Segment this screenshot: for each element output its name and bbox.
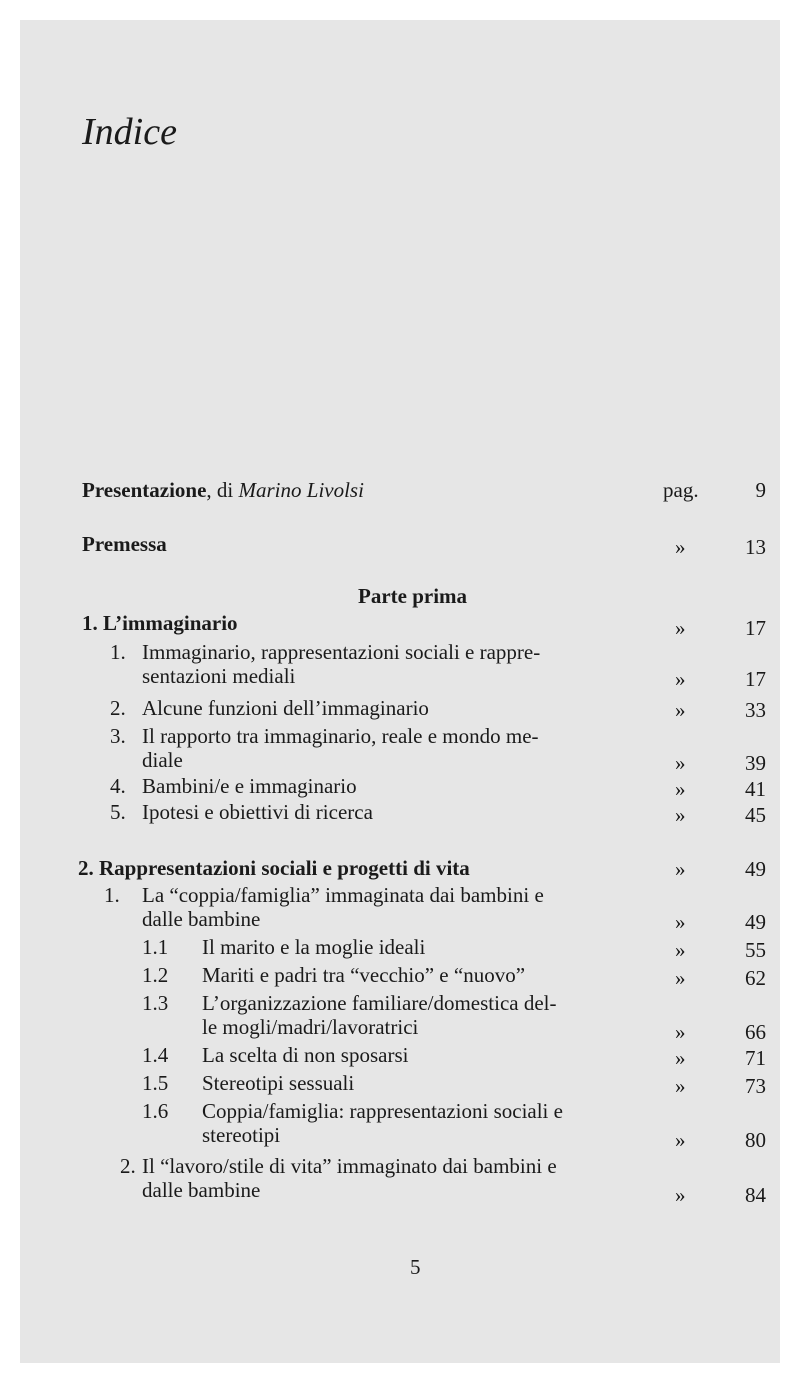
toc-page: 49 — [745, 910, 766, 934]
toc-page: 41 — [745, 777, 766, 801]
toc-item[interactable]: Bambini/e e immaginario — [142, 774, 357, 798]
toc-item-line2[interactable]: dalle bambine — [142, 907, 261, 931]
toc-subitem-number: 1.6 — [142, 1099, 169, 1123]
toc-subitem-number: 1.2 — [142, 963, 169, 987]
toc-subitem-line2[interactable]: stereotipi — [202, 1123, 281, 1147]
toc-item-number: 1. — [110, 640, 126, 664]
toc-author: Marino Livolsi — [238, 478, 364, 502]
toc-marker: » — [675, 1128, 686, 1152]
toc-entry-presentazione[interactable] — [82, 478, 364, 502]
toc-marker: » — [675, 667, 686, 691]
toc-page: 84 — [745, 1183, 766, 1207]
toc-subitem-line2[interactable]: le mogli/madri/lavoratrici — [202, 1015, 419, 1039]
toc-subitem-line1[interactable]: Coppia/famiglia: rappresentazioni sociali e — [202, 1099, 563, 1123]
toc-item-number: 2. — [120, 1154, 136, 1178]
toc-page: 73 — [745, 1074, 766, 1098]
page-number: 5 — [410, 1255, 421, 1279]
part-heading: Parte prima — [358, 584, 468, 608]
toc-item-line1[interactable]: Immaginario, rappresentazioni sociali e rappre- — [142, 640, 541, 664]
toc-item-number: 4. — [110, 774, 126, 798]
toc-item-number: 3. — [110, 724, 126, 748]
toc-page: 33 — [745, 698, 766, 722]
toc-item-line2[interactable]: dalle bambine — [142, 1178, 261, 1202]
toc-subitem-number: 1.5 — [142, 1071, 169, 1095]
toc-page: 49 — [745, 857, 766, 881]
page-title: Indice — [82, 111, 177, 153]
toc-page: 55 — [745, 938, 766, 962]
toc-page: 9 — [755, 478, 766, 502]
toc-marker: » — [675, 1074, 686, 1098]
toc-marker: » — [675, 938, 686, 962]
toc-marker: » — [675, 1183, 686, 1207]
toc-page: 66 — [745, 1020, 766, 1044]
toc-marker: » — [675, 857, 686, 881]
toc-marker: » — [675, 966, 686, 990]
toc-marker: » — [675, 1020, 686, 1044]
toc-item-number: 2. — [110, 696, 126, 720]
toc-sep: , di — [206, 478, 239, 502]
toc-item[interactable]: Ipotesi e obiettivi di ricerca — [142, 800, 373, 824]
toc-item-number: 1. — [104, 883, 120, 907]
toc-subitem[interactable]: Stereotipi sessuali — [202, 1071, 355, 1095]
toc-subitem-number: 1.1 — [142, 935, 169, 959]
toc-entry-premessa[interactable]: Premessa — [82, 532, 167, 556]
toc-subitem-number: 1.4 — [142, 1043, 169, 1067]
toc-item-line1[interactable]: Il “lavoro/stile di vita” immaginato dai bambini e — [142, 1154, 557, 1178]
toc-marker: » — [675, 777, 686, 801]
toc-subitem[interactable]: Mariti e padri tra “vecchio” e “nuovo” — [202, 963, 526, 987]
chapter-2-title[interactable]: 2. Rappresentazioni sociali e progetti di vita — [78, 856, 470, 880]
toc-page: 80 — [745, 1128, 766, 1152]
toc-item-line2[interactable]: sentazioni mediali — [142, 664, 296, 688]
toc-page: 62 — [745, 966, 766, 990]
toc-marker: » — [675, 910, 686, 934]
toc-item-line2[interactable]: diale — [142, 748, 183, 772]
toc-marker: » — [675, 803, 686, 827]
toc-page: 39 — [745, 751, 766, 775]
toc-page: 71 — [745, 1046, 766, 1070]
chapter-1-title[interactable]: 1. L’immaginario — [82, 611, 238, 635]
toc-item-number: 5. — [110, 800, 126, 824]
toc-label: Presentazione — [82, 478, 207, 502]
toc-marker: » — [675, 535, 686, 559]
toc-page: 17 — [745, 616, 766, 640]
toc-subitem[interactable]: La scelta di non sposarsi — [202, 1043, 409, 1067]
toc-page: 13 — [745, 535, 766, 559]
toc-marker: » — [675, 1046, 686, 1070]
toc-marker: » — [675, 616, 686, 640]
toc-page: 45 — [745, 803, 766, 827]
toc-item-line1[interactable]: La “coppia/famiglia” immaginata dai bambini e — [142, 883, 544, 907]
toc-marker: » — [675, 698, 686, 722]
toc-subitem[interactable]: Il marito e la moglie ideali — [202, 935, 426, 959]
toc-item[interactable]: Alcune funzioni dell’immaginario — [142, 696, 429, 720]
toc-subitem-line1[interactable]: L’organizzazione familiare/domestica del- — [202, 991, 557, 1015]
toc-page: 17 — [745, 667, 766, 691]
toc-item-line1[interactable]: Il rapporto tra immaginario, reale e mondo me- — [142, 724, 539, 748]
toc-marker: » — [675, 751, 686, 775]
toc-marker: pag. — [663, 478, 699, 502]
toc-subitem-number: 1.3 — [142, 991, 169, 1015]
